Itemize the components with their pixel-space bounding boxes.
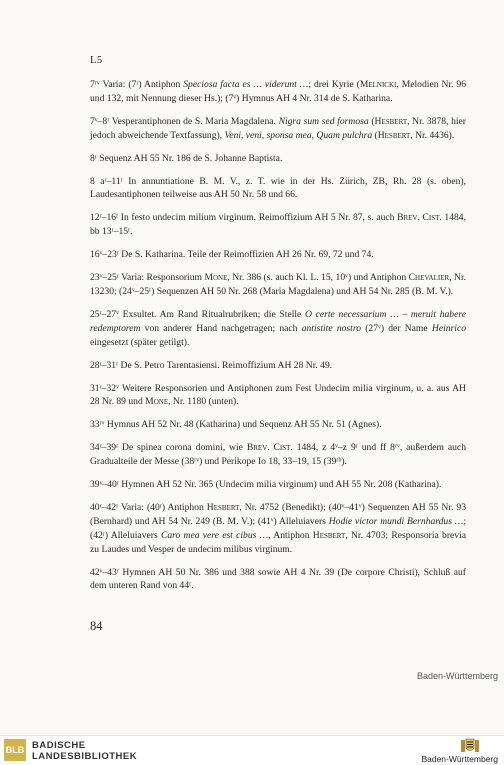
reference-author: Hesbert [312, 529, 346, 541]
manuscript-entry [90, 501, 466, 557]
entry-text: 8ʳ Sequenz AH 55 Nr. 186 de S. Johanne Baptista. [90, 152, 283, 164]
entry-text: , Nr. 1180 (unten). [168, 396, 239, 408]
reference-author: Hesbert [377, 129, 411, 141]
manuscript-entry [90, 418, 466, 432]
incipit-text: antistite nostro [301, 322, 361, 334]
manuscript-entry [90, 308, 466, 350]
coat-of-arms-icon [461, 738, 479, 754]
entry-text: ( [368, 115, 375, 127]
manuscript-entry [90, 175, 466, 203]
manuscript-entry [90, 566, 466, 594]
library-name-line1: BADISCHE [32, 740, 86, 751]
entry-text: 39ᵛ–40ʳ Hymnen AH 52 Nr. 365 (Undecim milia virginum) und AH 55 Nr. 208 (Katharina). [90, 479, 442, 491]
manuscript-entry [90, 271, 466, 299]
entry-text: 8 aʳ–11ʳ In annuntiatione B. M. V., z. T. wie in der Hs. Zürich, ZB, Rh. 28 (s. oben), Laudesantiphonen teilweise aus AH 50 Nr. 58 und 66. [90, 175, 466, 201]
manuscript-entry [90, 248, 466, 262]
entry-text: 12ʳ–16ʳ In festo undecim milium virginum. Reimoffizium AH 5 Nr. 87, s. auch [90, 212, 398, 224]
incipit-text: Quam pulchra [316, 129, 373, 141]
entry-text: 1484, z 4ᵛ–z 9ʳ und ff 8ʳᵛ, außerdem auch Gradualteile der Messe (38ʳᵛ) und Perikope Io 18, 33–19, 15 (39ʳᵇ). [90, 442, 466, 468]
manuscript-entry [90, 211, 466, 239]
incipit-text: Caro mea vere est cibus … [160, 529, 269, 541]
entry-text: 40ʳ–42ʳ Varia: (40ʳ) Antiphon [90, 501, 207, 513]
entry-text: ( [372, 129, 378, 141]
manuscript-entry [90, 115, 466, 143]
entry-text: 7ʳᵛ Varia: (7ʳ) Antiphon [90, 79, 184, 90]
entry-text: 23ᵛ–25ʳ Varia: Responsorium [90, 272, 205, 284]
reference-author: Melnicki [359, 79, 397, 90]
page-number: 84 [90, 619, 103, 633]
entry-list [90, 78, 466, 602]
entry-text: , Nr. 13230; (24ᵛ–25ʳ) Sequenzen AH 50 Nr. 268 (Maria Magdalena) und AH 54 Nr. 285 (B. M. V.). [90, 272, 467, 297]
entry-text: 33ʳᵛ Hymnus AH 52 Nr. 48 (Katharina) und Sequenz AH 55 Nr. 51 (Agnes). [90, 419, 382, 431]
blb-logo-icon[interactable]: BLB [4, 739, 26, 761]
page-header-label: L5 [90, 55, 103, 66]
entry-text: 7ᵛ–8ʳ Vesperantiphonen de S. Maria Magdalena. [90, 115, 279, 127]
entry-text: , Nr. 4703; Responsoria brevia zu Laudes und Vesper de undecim milibus virginum. [90, 529, 466, 555]
library-name[interactable] [32, 740, 137, 762]
incipit-text: Speciosa facta es … viderunt … [183, 79, 309, 90]
entry-text: von anderer Hand nachgetragen; nach [140, 322, 302, 334]
reference-author: Hesbert [206, 501, 240, 513]
manuscript-entry [90, 382, 466, 410]
entry-text: 28ʳ–31ʳ De S. Petro Tarentasiensi. Reimoffizium AH 28 Nr. 49. [90, 359, 333, 371]
reference-author: Brev. Cist. [246, 442, 293, 454]
entry-text: 42ᵛ–43ʳ Hymnen AH 50 Nr. 386 und 388 sowie AH 4 Nr. 39 (De corpore Christi), Schluß auf dem unteren Rand von 44ʳ. [90, 566, 466, 592]
incipit-text: Hodie victor mundi Bernhardus … [328, 515, 464, 527]
entry-text: , Nr. 4752 (Benedikt); (40ᵛ–41ᵛ) Sequenzen AH 55 Nr. 93 (Bernhard) und AH 54 Nr. 249 (B. M. V.); (41ᵛ) Alleluiavers [90, 501, 466, 527]
entry-text: 16ᵛ–23ʳ De S. Katharina. Teile der Reimoffizien AH 26 Nr. 69, 72 und 74. [90, 249, 374, 261]
manuscript-entry [90, 478, 466, 492]
footer-bar [0, 735, 504, 765]
entry-text: , Nr. 4436). [410, 129, 455, 141]
incipit-text: Heinrico [431, 322, 466, 334]
entry-text: , Nr. 3878, hier jedoch abweichende Textfassung), [90, 115, 466, 141]
reference-author: Hesbert [374, 115, 408, 127]
entry-text: 31ʳ–32ᵛ Weitere Responsorien und Antiphonen zum Fest Undecim milia virginum, u. a. aus AH 28 Nr. 89 und [90, 382, 466, 408]
entry-text: 34ʳ–39ʳ De spinea corona domini, wie [90, 442, 247, 454]
reference-author: Mone [204, 272, 228, 284]
side-watermark-text: Baden-Württemberg [416, 671, 498, 681]
manuscript-entry [90, 359, 466, 373]
manuscript-entry [90, 441, 466, 469]
entry-text: eingesetzt (später getilgt). [90, 336, 190, 348]
entry-text: 1484, bb 13ʳ–15ʳ. [90, 212, 467, 238]
manuscript-entry [90, 78, 466, 106]
library-name-line2: LANDESBIBLIOTHEK [32, 751, 138, 762]
entry-text: , [311, 129, 317, 141]
reference-author: Chevalier [408, 272, 450, 284]
entry-text: , Melodien Nr. 96 und 132, mit Nennung dieser Hs.); (7ᵛ) Hymnus AH 4 Nr. 314 de S. Katharina. [90, 79, 466, 104]
entry-text: ; (42ʳ) Alleluiavers [90, 515, 466, 541]
incipit-text: Nigra sum sed formosa [278, 115, 369, 127]
incipit-text: O certe necessarium … – meruit habere redemptorem [90, 308, 466, 334]
state-name[interactable]: Baden-Württemberg [421, 754, 498, 764]
entry-text: (27ᵛ) der Name [361, 322, 432, 334]
reference-author: Brev. Cist. [397, 212, 442, 224]
incipit-text: Veni, veni, sponsa mea [224, 129, 312, 141]
reference-author: Mone [145, 396, 169, 408]
entry-text: , Antiphon [268, 529, 313, 541]
manuscript-entry [90, 152, 466, 166]
entry-text: 25ʳ–27ᵛ Exsultet. Am Rand Ritualrubriken; die Stelle [90, 308, 305, 320]
entry-text: ; drei Kyrie ( [308, 79, 360, 90]
entry-text: , Nr. 386 (s. auch Kl. L. 15, 10ᵛ) und Antiphon [227, 272, 409, 284]
